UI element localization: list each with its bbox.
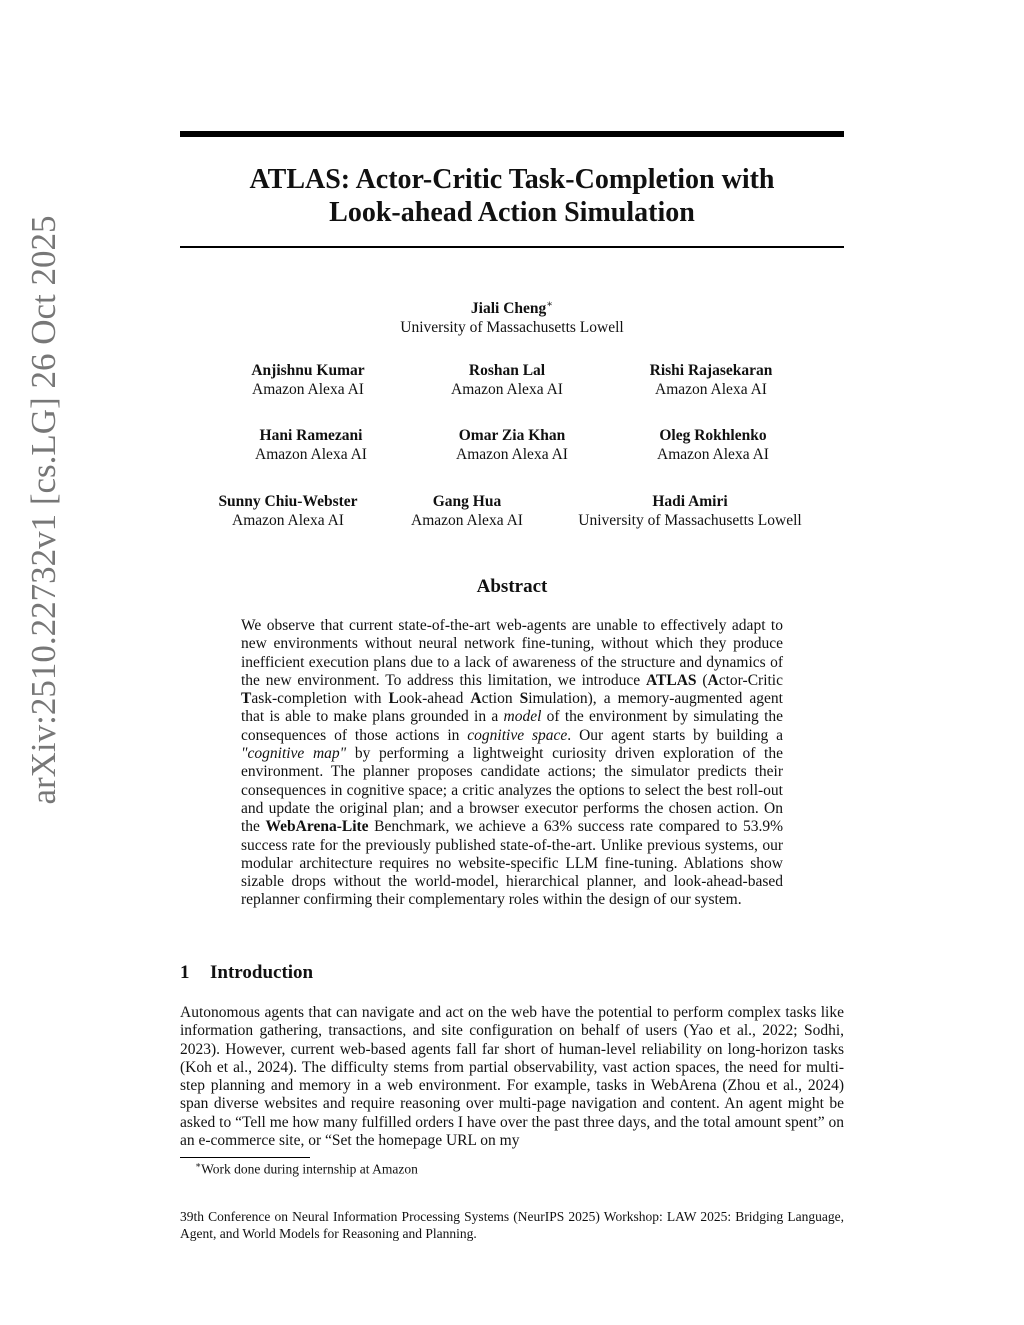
- author-card: [208, 361, 408, 399]
- author-affiliation: Amazon Alexa AI: [456, 446, 568, 463]
- author-affiliation: Amazon Alexa AI: [411, 512, 523, 529]
- author-affiliation: Amazon Alexa AI: [255, 446, 367, 463]
- author-lead: [362, 295, 662, 337]
- author-card: [611, 361, 811, 399]
- author-card: [188, 492, 388, 530]
- author-card: [560, 492, 820, 530]
- author-name: Sunny Chiu-Webster: [218, 493, 358, 510]
- author-name: Rishi Rajasekaran: [649, 362, 773, 379]
- title-top-rule: [180, 131, 844, 137]
- footnote-mark: ∗: [546, 299, 554, 310]
- author-name: Hadi Amiri: [652, 493, 728, 510]
- author-name: Roshan Lal: [468, 362, 546, 379]
- author-affiliation: University of Massachusetts Lowell: [578, 512, 802, 529]
- author-name: Anjishnu Kumar: [251, 362, 365, 379]
- author-affiliation: Amazon Alexa AI: [232, 512, 344, 529]
- author-affiliation: University of Massachusetts Lowell: [400, 319, 624, 337]
- author-card: [412, 426, 612, 464]
- section-heading-introduction: [180, 962, 313, 984]
- author-name: Gang Hua: [432, 493, 502, 510]
- author-name: Omar Zia Khan: [458, 427, 566, 444]
- author-card: [613, 426, 813, 464]
- author-affiliation: Amazon Alexa AI: [451, 381, 563, 398]
- author-card: [211, 426, 411, 464]
- footnote-text: Work done during internship at Amazon: [201, 1161, 418, 1177]
- footnote-rule: [180, 1157, 310, 1158]
- author-affiliation: Amazon Alexa AI: [655, 381, 767, 398]
- footnote: [195, 1160, 418, 1178]
- abstract-heading: Abstract: [476, 576, 548, 597]
- title-line-1: ATLAS: Actor-Critic Task-Completion with: [249, 164, 775, 195]
- title-line-2: Look-ahead Action Simulation: [329, 197, 695, 228]
- title-bottom-rule: [180, 246, 844, 248]
- footnote-mark: ∗: [195, 1160, 202, 1170]
- paper-title: [180, 163, 844, 229]
- author-card: [367, 492, 567, 530]
- arxiv-stamp: arXiv:2510.22732v1 [cs.LG] 26 Oct 2025: [24, 215, 63, 805]
- author-name: Hani Ramezani: [259, 427, 363, 444]
- abstract-text: We observe that current state-of-the-art web-agents are unable to effectively adapt to new environments without neural network fine-tuning, without which they produce inefficient execution plans due to a lack of awareness of the structure and dynamics of the new environment. To address this limitation, we introduce ATLAS (Actor-Critic Task-completion with Look-ahead Action Simulation), a memory-augmented agent that is able to make plans grounded in a model of the environment by simulating the consequences of those actions in cognitive space. Our agent starts by building a "cognitive map" by performing a lightweight curiosity driven exploration of the environment. The planner proposes candidate actions; the simulator predicts their consequences in cognitive space; a critic analyzes the options to select the best roll-out and update the original plan; and a browser executor performs the chosen action. On the WebArena-Lite Benchmark, we achieve a 63% success rate compared to 53.9% success rate for the previously published state-of-the-art. Unlike previous systems, our modular architecture requires no website-specific LLM fine-tuning. Ablations show sizable drops without the world-model, hierarchical planner, and look-ahead-based replanner confirming their complementary roles within the design of our system.: [241, 617, 784, 909]
- venue-note: 39th Conference on Neural Information Processing Systems (NeurIPS 2025) Workshop: LAW 2025: Bridging Language, Agent, and World Models for Reasoning and Planning.: [180, 1209, 844, 1241]
- section-title-text: Introduction: [210, 962, 314, 983]
- author-name: Oleg Rokhlenko: [659, 427, 767, 444]
- section-number: 1: [180, 962, 190, 983]
- introduction-text: Autonomous agents that can navigate and act on the web have the potential to perform complex tasks like information gathering, transactions, and site configuration on behalf of users (Yao et al., 2022; Sodhi, 2023). However, current web-based agents fall far short of human-level reliability on long-horizon tasks (Koh et al., 2024). The difficulty stems from partial observability, vast action spaces, the need for multi-step planning and memory in a web environment. For example, tasks in WebArena (Zhou et al., 2024) span diverse websites and require reasoning over multi-page navigation and content. An agent might be asked to “Tell me how many fulfilled orders I have over the past three days, and the total amount spent” on an e-commerce site, or “Set the homepage URL on my: [180, 1004, 844, 1150]
- author-name: Jiali Cheng: [470, 300, 547, 318]
- author-card: [407, 361, 607, 399]
- author-affiliation: Amazon Alexa AI: [657, 446, 769, 463]
- author-affiliation: Amazon Alexa AI: [252, 381, 364, 398]
